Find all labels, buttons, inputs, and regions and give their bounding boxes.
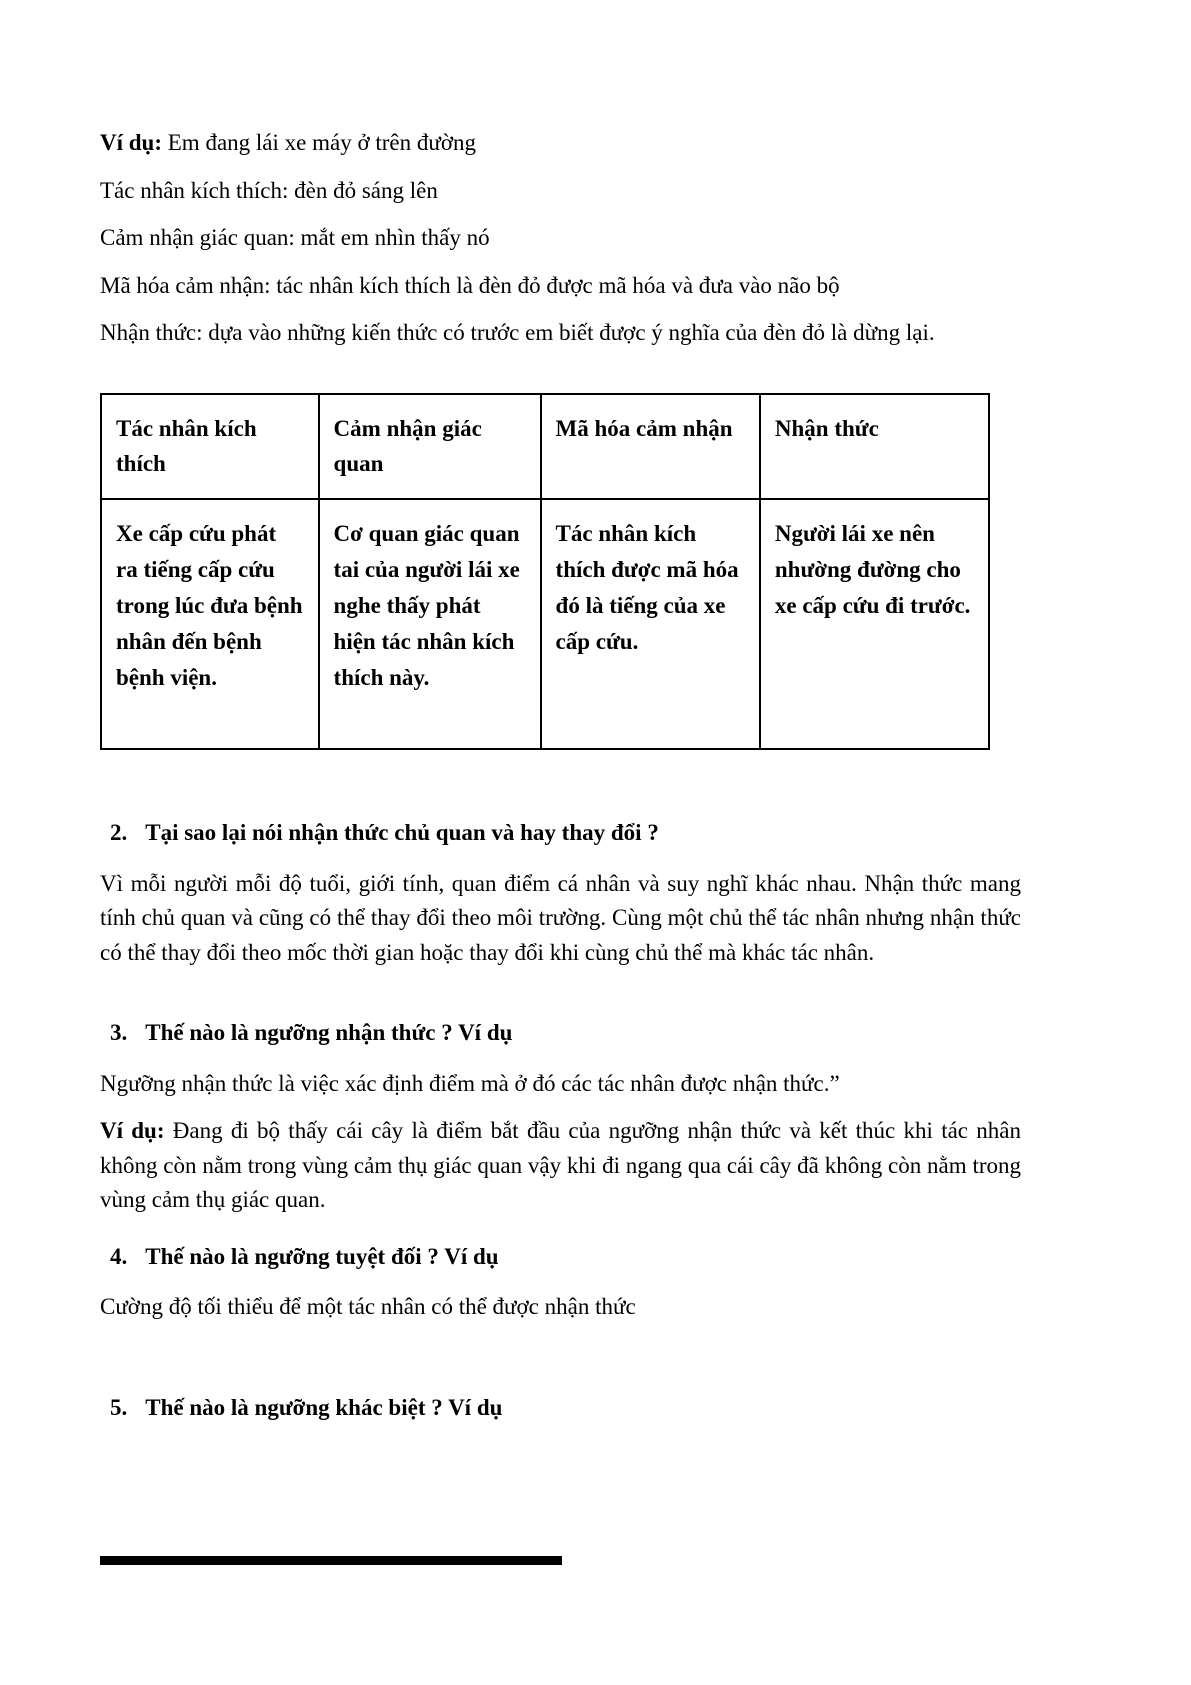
section-4-body: Cường độ tối thiểu để một tác nhân có thể được nhận thức — [100, 1294, 636, 1320]
example-label: Ví dụ: — [100, 130, 162, 155]
cutoff-text-line — [100, 1556, 562, 1565]
section-2-title: Tại sao lại nói nhận thức chủ quan và hay thay đổi ? — [145, 820, 659, 846]
section-4-heading — [100, 1240, 1021, 1275]
intro-line-3: Mã hóa cảm nhận: tác nhân kích thích là đèn đỏ được mã hóa và đưa vào não bộ — [100, 272, 840, 298]
intro-example-line — [100, 126, 1021, 161]
example-text: Em đang lái xe máy ở trên đường — [162, 130, 476, 155]
section-3-heading — [100, 1016, 1021, 1051]
perception-table — [100, 393, 990, 751]
section-3-body: Ngưỡng nhận thức là việc xác định điểm mà ở đó các tác nhân được nhận thức.” — [100, 1070, 840, 1096]
section-5-heading — [100, 1391, 1021, 1426]
section-4-number: 4. — [110, 1243, 128, 1269]
example-text: Đang đi bộ thấy cái cây là điểm bắt đầu của ngưỡng nhận thức và kết thúc khi tác nhân không còn nằm trong vùng cảm thụ giác quan vậy khi đi ngang qua cái cây đã không còn nằm trong vùng cảm thụ giác quan. — [100, 1118, 1021, 1213]
table-header-cell: Nhận thức — [760, 394, 989, 500]
table-header-cell: Cảm nhận giác quan — [319, 394, 541, 500]
table-cell: Tác nhân kích thích được mã hóa đó là tiếng của xe cấp cứu. — [541, 499, 760, 749]
table-cell: Xe cấp cứu phát ra tiếng cấp cứu trong lúc đưa bệnh nhân đến bệnh bệnh viện. — [101, 499, 319, 749]
example-label: Ví dụ: — [100, 1118, 165, 1144]
section-5-number: 5. — [110, 1394, 128, 1420]
section-4-title: Thế nào là ngưỡng tuyệt đối ? Ví dụ — [145, 1243, 499, 1269]
section-2-number: 2. — [110, 820, 128, 846]
table-header-cell: Mã hóa cảm nhận — [541, 394, 760, 500]
section-5-title: Thế nào là ngưỡng khác biệt ? Ví dụ — [145, 1394, 503, 1420]
section-2-body: Vì mỗi người mỗi độ tuổi, giới tính, quan điểm cá nhân và suy nghĩ khác nhau. Nhận thức mang tính chủ quan và cũng có thể thay đổi theo môi trường. Cùng một chủ thể tác nhân nhưng nhận thức có thể thay đổi theo mốc thời gian hoặc thay đổi khi cùng chủ thể mà khác tác nhân. — [100, 870, 1021, 965]
section-3-example — [100, 1114, 1021, 1218]
table-cell: Cơ quan giác quan tai của người lái xe nghe thấy phát hiện tác nhân kích thích này. — [319, 499, 541, 749]
table-row — [101, 499, 989, 749]
section-2-heading — [100, 816, 1021, 851]
intro-line-4: Nhận thức: dựa vào những kiến thức có trước em biết được ý nghĩa của đèn đỏ là dừng lại. — [100, 320, 935, 345]
intro-line-1: Tác nhân kích thích: đèn đỏ sáng lên — [100, 177, 438, 203]
section-3-number: 3. — [110, 1020, 128, 1046]
table-header-cell: Tác nhân kích thích — [101, 394, 319, 500]
intro-line-2: Cảm nhận giác quan: mắt em nhìn thấy nó — [100, 225, 490, 250]
section-3-title: Thế nào là ngưỡng nhận thức ? Ví dụ — [145, 1020, 513, 1046]
table-header-row — [101, 394, 989, 500]
table-cell: Người lái xe nên nhường đường cho xe cấp cứu đi trước. — [760, 499, 989, 749]
